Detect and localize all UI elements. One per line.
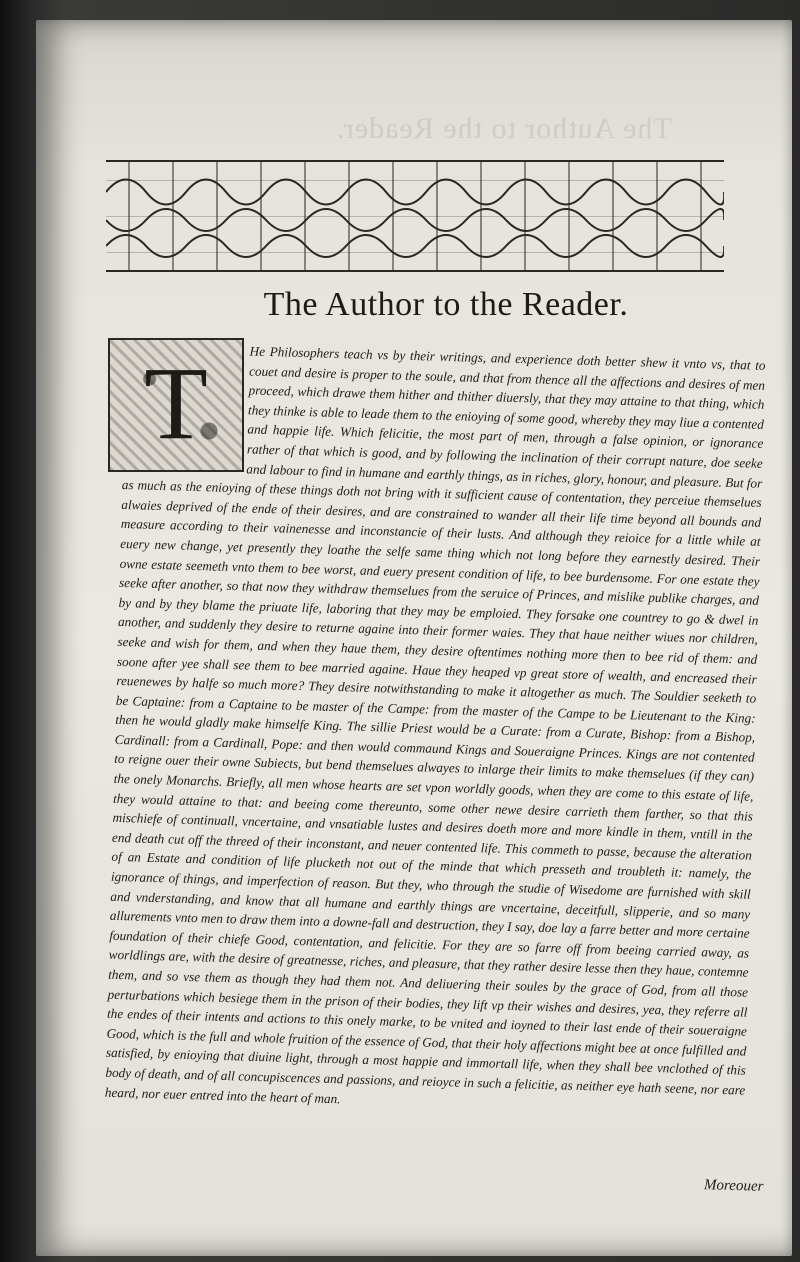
page-heading: The Author to the Reader.: [263, 286, 629, 323]
body-paragraph: [105, 338, 766, 1120]
headpiece-ornament: [106, 160, 724, 272]
initial-letter: T: [144, 346, 208, 461]
body-text: He Philosophers teach vs by their writings, and experience doth better shew it vnto vs, that to couet and desire is proper to the soule, and that from thence all the affections and desires of men proceed, which drawe them hither and thither diuersly, that they may attaine to that thing, which they thinke is able to leade them to the enioying of some good, whereby they may liue a contented and happie life. Which felicitie, the most part of men, through a false opinion, or ignorance rather of that which is good, and by following the inclination of their corrupt nature, doe seeke and labour to find in humane and earthly things, as in riches, glory, honour, and pleasure. But for as much as the enioying of these things doth not bring with it sufficient cause of contentation, they perceiue themselues alwaies deprived of the ende of their desires, and are constrained to wander all their life time beyond all bounds and measure according to their vainenesse and inconstancie of their lusts. And although they reioice for a little while at euery new change, yet presently they loathe the selfe same thing which not long before they earnestly desired. Their owne estate seemeth vnto them to bee worst, and euery present condition of life, to bee burdensome. For one estate they seeke after another, so that now they withdraw themselues from the seruice of Princes, and mislike publike charges, and by and by they blame the priuate life, laboring that they may be emploied. They forsake one countrey to go & dwel in another, and suddenly they desire to returne againe into their former waies. They that haue neither wiues nor children, seeke and wish for them, and when they haue them, they desire oftentimes nothing more then to bee rid of them: and soone after yee shall see them to bee married againe. Haue they heaped vp great store of wealth, and encreased their reuenewes by halfe so much more? They desire notwithstanding to make it altogether as much. The Souldier seeketh to be Captaine: from a Captaine to be master of the Campe: from the master of the Campe to be Lieutenant to the King: then he would gladly make himselfe King. The sillie Priest would be a Curate: from a Curate, Bishop: from a Bishop, Cardinall: from a Cardinall, Pope: and then would commaund Kings and Soueraigne Princes. Kings are not contented to reigne ouer their owne Subiects, but bend themselues alwayes to inlarge their limits to make themselues (if they can) the onely Monarchs. Briefly, all men whose hearts are set vpon worldly goods, when they are come to this estate of life, they would attaine to that: and beeing come thereunto, some other newe desire carrieth them farther, so that this mischiefe of continuall, vncertaine, and vnsatiable lustes and desires doeth more and more kindle in them, vntill in the end death cut off the threed of their inconstant, and neuer contented life. This commeth to passe, because the alteration of an Estate and condition of life plucketh not out of the minde that which presseth and troubleth it: namely, the ignorance of things, and imperfection of reason. But they, who through the studie of Wisedome are furnished with skill and vnderstanding, and know that all humane and earthly things are vncertaine, deceitfull, slipperie, and so many allurements vnto men to draw them into a downe-fall and destruction, they I say, doe lay a farre better and more certaine foundation of their chiefe Good, contentation, and felicitie. For they are so farre off from beeing carried away, as worldlings are, with the desire of greatnesse, riches, and pleasure, that they rather desire lesse then they haue, contemne them, and so vse them as though they had them not. And deliuering their soules by the grace of God, from all those perturbations which besiege them in the prison of their bodies, they lift vp their wishes and desires, yea, they referre all the endes of their intents and actions to this onely marke, to be vnited and ioyned to their last ende of their soueraigne Good, which is the full and whole fruition of the essence of God, that their holy affections might bee at once fulfilled and satisfied, by enioying that diuine light, through a most happie and immortall life, when they shall bee vnclothed of this body of death, and of all concupiscences and passions, and reioyce in such a felicitie, as neither eye hath seene, nor eare heard, nor euer entred into the heart of man.: [104, 343, 766, 1106]
initial-space: [122, 338, 250, 473]
catchword: Moreouer: [703, 1177, 764, 1195]
book-page: [36, 20, 792, 1256]
show-through-title: The Author to the Reader.: [336, 112, 672, 145]
